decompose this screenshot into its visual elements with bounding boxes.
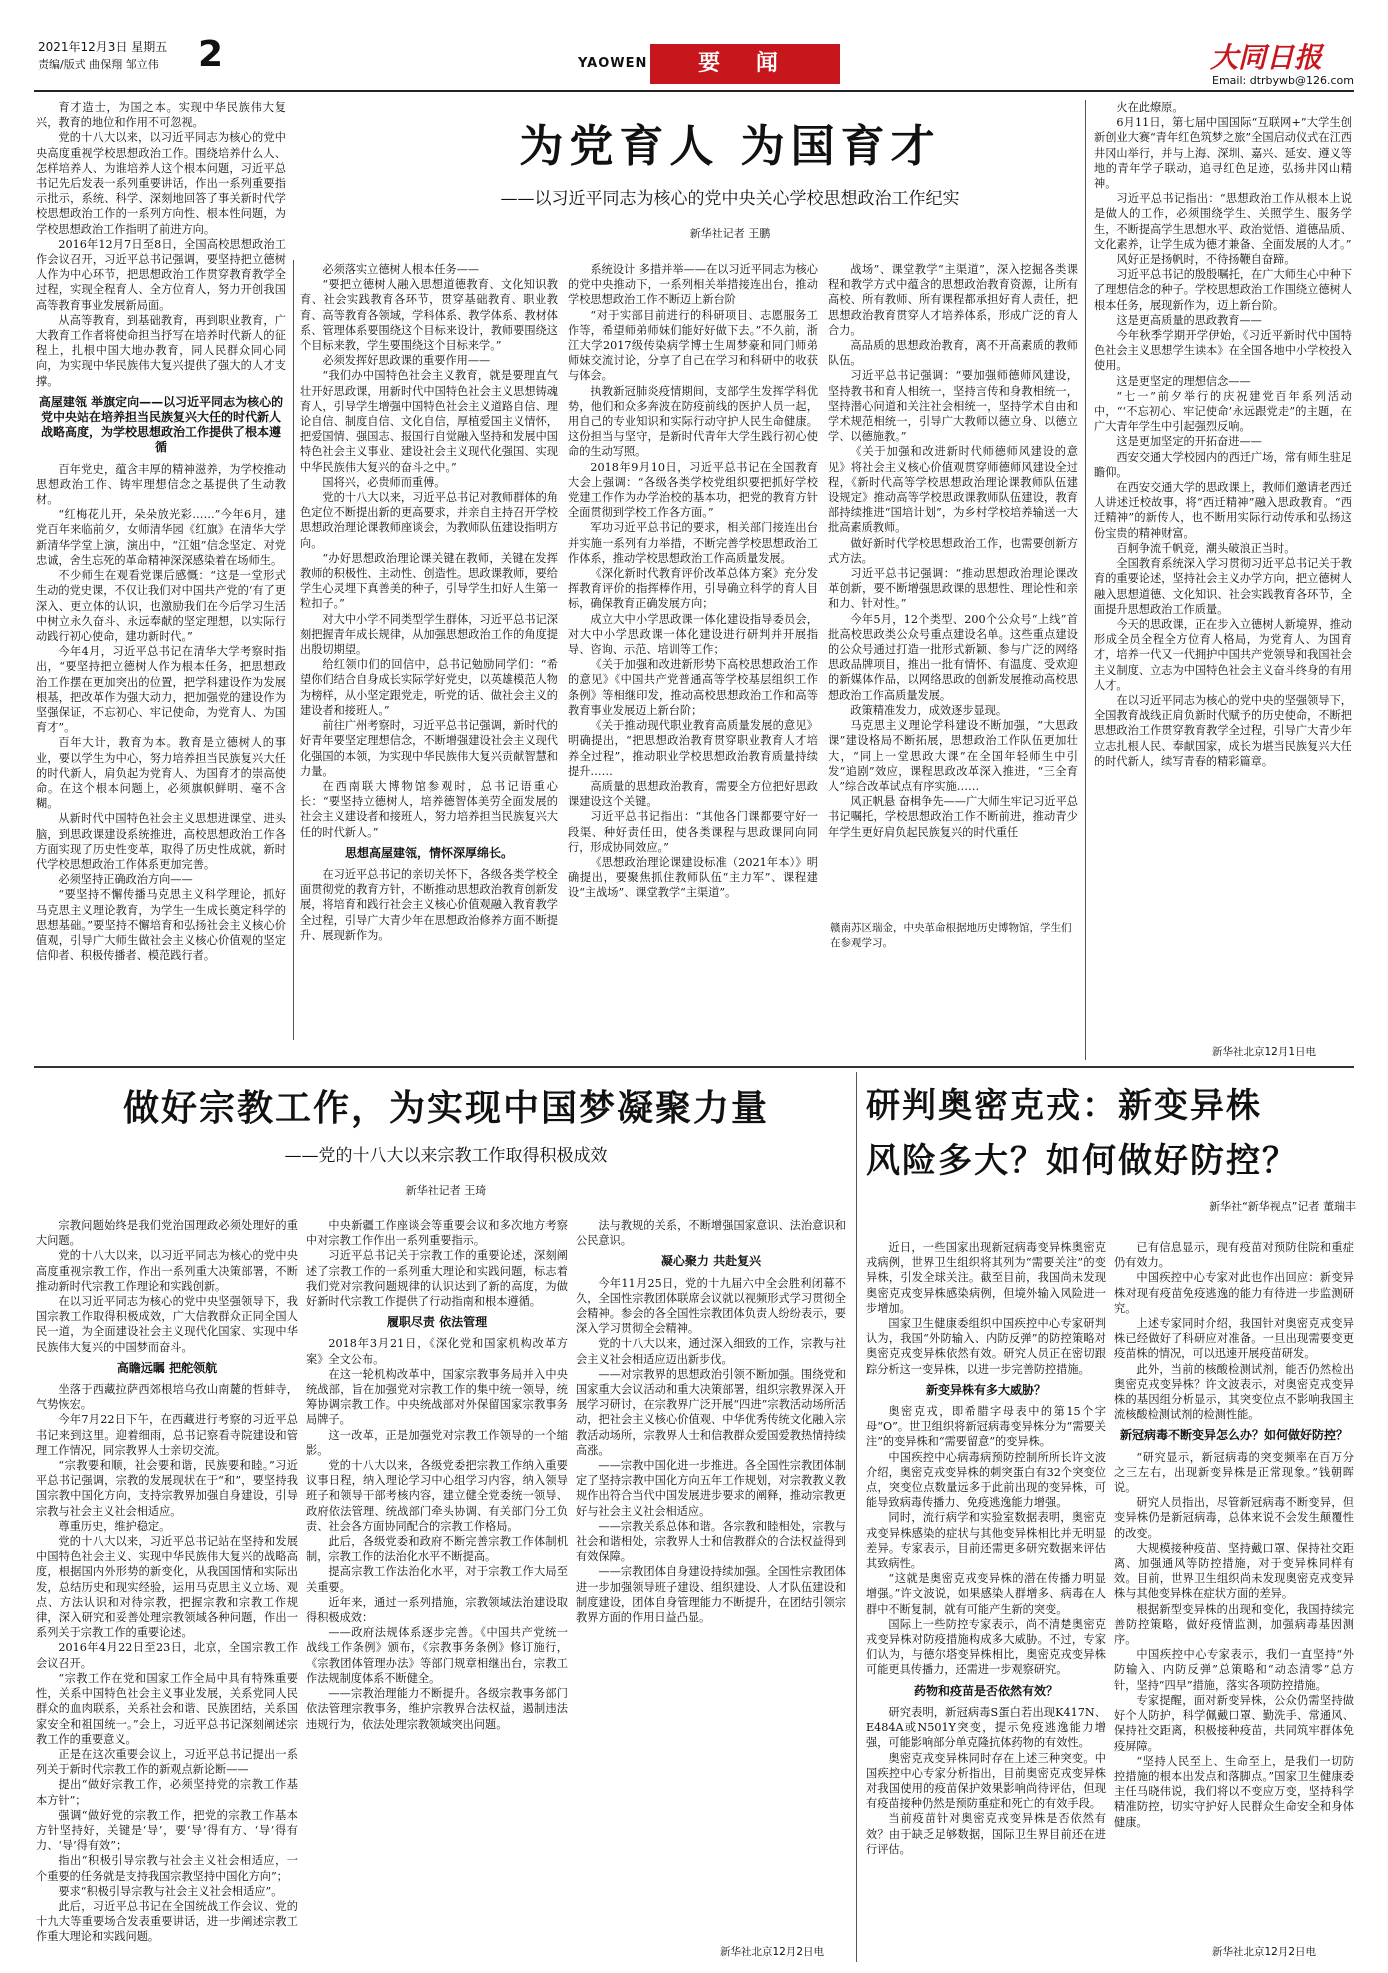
paragraph: “要把立德树人融入思想道德教育、文化知识教育、社会实践教育各环节，贯穿基础教育、职业教育、高等教育各领域，学科体系、教学体系、教材体系、管理体系要围绕这个目标来设计，教师要围绕这个目标来教，学生要围绕这个目标来学。” bbox=[300, 278, 558, 353]
paragraph: 高品质的思想政治教育，离不开高素质的教师队伍。 bbox=[828, 339, 1078, 368]
article1-title: 为党育人 为国育才 bbox=[519, 121, 941, 172]
paragraph: 做好新时代学校思想政治工作，也需要创新方式方法。 bbox=[828, 536, 1078, 565]
paragraph: 大规模接种疫苗、坚持戴口罩、保持社交距离、加强通风等防控措施，对于变异株同样有效。目前，世界卫生组织尚未发现奥密克戎变异株与其他变异株在症状方面的差异。 bbox=[1114, 1541, 1354, 1601]
paragraph: 从高等教育，到基础教育，再到职业教育，广大教育工作者将使命担当抒写在培养时代新人的征程上，扎根中国大地办教育，同人民群众同心同向，为实现中华民族伟大复兴提供了强大的人才支撑。 bbox=[36, 313, 286, 388]
paragraph: 党的十八大以来，以习近平同志为核心的党中央高度重视宗教工作，作出一系列重大决策部署，不断推动新时代宗教工作理论和实践创新。 bbox=[36, 1249, 298, 1293]
paragraph: 今年秋季学期开学伊始，《习近平新时代中国特色社会主义思想学生读本》在全国各地中小学校投入使用。 bbox=[1094, 329, 1352, 373]
paragraph: “办好思想政治理论课关键在教师，关键在发挥教师的积极性、主动性、创造性。思政课教师，要给学生心灵埋下真善美的种子，引导学生扣好人生第一粒扣子。” bbox=[300, 551, 558, 611]
paragraph: 法与教规的关系，不断增强国家意识、法治意识和公民意识。 bbox=[576, 1219, 846, 1248]
article1-sub2: 思想高屋建瓴，情怀深厚绵长。 bbox=[344, 845, 513, 860]
article3-col1c-paras bbox=[866, 1705, 1106, 1857]
article2-col2-paras bbox=[306, 1218, 568, 1309]
paragraph: ——宗教治理能力不断提升。各级宗教事务部门依法管理宗教事务，维护宗教界合法权益，遏制违法违规行为，依法处理宗教领域突出问题。 bbox=[306, 1687, 568, 1731]
article2-col3 bbox=[576, 1218, 846, 1940]
paragraph: 提高宗教工作法治化水平，对于宗教工作大局至关重要。 bbox=[306, 1565, 568, 1594]
article2-col3-paras bbox=[576, 1218, 846, 1248]
paragraph: 2018年3月21日，《深化党和国家机构改革方案》全文公布。 bbox=[306, 1337, 568, 1366]
article2-title: 做好宗教工作，为实现中国梦凝聚力量 bbox=[122, 1088, 769, 1129]
paragraph: ——政府法规体系逐步完善。《中国共产党统一战线工作条例》颁布，《宗教事务条例》修订施行，《宗教团体管理办法》等部门规章相继出台，宗教工作法规制度体系不断健全。 bbox=[306, 1626, 568, 1685]
paragraph: 在以习近平同志为核心的党中央的坚强领导下，全国教育战线正肩负新时代赋予的历史使命，不断把思想政治工作贯穿教育教学全过程，引导广大青少年立志扎根人民、奉献国家，成长为堪当民族复兴大任的时代新人，续写青春的精彩篇章。 bbox=[1094, 693, 1352, 768]
article1-col-left bbox=[36, 100, 286, 1060]
article3-title-line2: 风险多大？如何做好防控？ bbox=[866, 1141, 1298, 1181]
paragraph: 同时，流行病学和实验室数据表明，奥密克戎变异株感染的症状与其他变异株相比并无明显差异。专家表示，目前还需更多研究数据来评估其致病性。 bbox=[866, 1511, 1106, 1571]
paragraph: 必须发挥好思政课的重要作用—— bbox=[322, 354, 491, 368]
masthead-rule bbox=[34, 90, 1354, 92]
paragraph: 此后，习近平总书记在全国统战工作会议、党的十九大等重要场合发表重要讲话，进一步阐述宗教工作重大理论和实践问题。 bbox=[36, 1899, 298, 1944]
article3-credit: 新华社北京12月2日电 bbox=[1212, 1946, 1317, 1958]
paragraph: 坐落于西藏拉萨西郊根培乌孜山南麓的哲蚌寺，气势恢宏。 bbox=[36, 1383, 298, 1412]
article1-col-m1 bbox=[300, 262, 558, 1052]
paragraph: 育才造士，为国之本。实现中华民族伟大复兴，教育的地位和作用不可忽视。 bbox=[36, 101, 286, 130]
paragraph: 西安交通大学校园内的西迁广场，常有师生驻足瞻仰。 bbox=[1094, 450, 1352, 479]
paragraph: ——宗教中国化进一步推进。各全国性宗教团体制定了坚持宗教中国化方向五年工作规划，对宗教教义教规作出符合当代中国发展进步要求的阐释，推动宗教更好与社会主义社会相适应。 bbox=[576, 1459, 846, 1518]
paragraph: 今年5月，12个类型、200个公众号“上线”首批高校思政类公众号重点建设名单。这些重点建设的公众号通过打造一批形式新颖、参与广泛的网络思政品牌项目，推出一批有情怀、有温度、受欢迎的新媒体作品，以网络思政的创新发展推动高校思想政治工作高质量发展。 bbox=[828, 612, 1078, 702]
section-title: 要 闻 bbox=[650, 44, 840, 84]
paragraph: 国将兴，必贵师而重傅。 bbox=[322, 475, 446, 489]
paragraph: “宗教要和顺，社会要和谐，民族要和睦。”习近平总书记强调，宗教的发展现状在于“和”，要坚持我国宗教中国化方向，支持宗教界加强自身建设，引导宗教与社会主义社会相适应。 bbox=[36, 1459, 298, 1518]
paragraph: 这是更坚定的理想信念—— bbox=[1116, 374, 1251, 388]
article3-col1b-paras bbox=[866, 1404, 1106, 1678]
col-divider bbox=[293, 260, 294, 1040]
article3-sub3: 新冠病毒不断变异怎么办？如何做好防控？ bbox=[1119, 1428, 1348, 1443]
paragraph: 提出“做好宗教工作，必须坚持党的宗教工作基本方针”； bbox=[36, 1778, 298, 1807]
paragraph: 在以习近平同志为核心的党中央坚强领导下，我国宗教工作取得积极成效，广大信教群众正同全国人民一道，为全面建设社会主义现代化国家、实现中华民族伟大复兴的中国梦而奋斗。 bbox=[36, 1295, 298, 1354]
paragraph: 中国疾控中心专家表示，我们一直坚持“外防输入、内防反弹”总策略和“动态清零”总方针，坚持“四早”措施，落实各项防控措施。 bbox=[1114, 1648, 1354, 1692]
paragraph: 习近平总书记强调：“推动思想政治理论课改革创新，要不断增强思政课的思想性、理论性和亲和力、针对性。” bbox=[828, 567, 1078, 611]
paragraph: ——对宗教界的思想政治引领不断加强。围绕党和国家重大会议活动和重大决策部署，组织宗教界深入开展学习研讨，在宗教界广泛开展“四进”宗教活动场所活动，把社会主义核心价值观、中华优秀传统文化融入宗教活动场所，宗教界人士和信教群众爱国爱教热情持续高涨。 bbox=[576, 1367, 846, 1457]
paragraph: 研究表明，新冠病毒S蛋白若出现K417N、E484A或N501Y突变，提示免疫逃逸能力增强，可能影响部分单克隆抗体药物的有效性。 bbox=[866, 1705, 1106, 1750]
paragraph: 习近平总书记关于宗教工作的重要论述，深刻阐述了宗教工作的一系列重大理论和实践问题，标志着我们党对宗教问题规律的认识达到了新的高度，为做好新时代宗教工作提供了行动指南和根本遵循。 bbox=[306, 1249, 568, 1309]
article3-headline bbox=[866, 1078, 1356, 1214]
paragraph: 给红领巾们的回信中，总书记勉励同学们：“希望你们结合自身成长实际学好党史，以英雄模范人物为榜样，从小坚定跟党走，听党的话、做社会主义的建设者和接班人。” bbox=[300, 658, 558, 717]
article1-col-m2-paras bbox=[568, 262, 818, 901]
paragraph: ——宗教关系总体和谐。各宗教和睦相处，宗教与社会和谐相处，宗教界人士和信教群众的合法权益得到有效保障。 bbox=[576, 1519, 846, 1564]
paragraph: 习近平总书记的殷殷嘱托，在广大师生心中种下了理想信念的种子。学校思想政治工作围绕立德树人根本任务，展现新作为，迈上新台阶。 bbox=[1094, 268, 1352, 312]
article3-col2-paras bbox=[1114, 1240, 1354, 1422]
paragraph: 上述专家同时介绍，我国针对奥密克戎变异株已经做好了科研应对准备。一旦出现需要变更疫苗株的情况，可以迅速开展疫苗研发。 bbox=[1114, 1317, 1354, 1361]
article1-sub1: 高屋建瓴 举旗定向——以习近平同志为核心的党中央站在培养担当民族复兴大任的时代新人战略高度，为学校思想政治工作提供了根本遵循 bbox=[38, 394, 284, 455]
section-pinyin: YAOWEN bbox=[578, 56, 648, 71]
paragraph: 《关于加强和改进新时代师德师风建设的意见》将社会主义核心价值观贯穿师德师风建设全过程，《新时代高等学校思想政治理论课教师队伍建设规定》推动高等学校思政课教师队伍建设，教育部持续推进“国培计划”，为乡村学校培养输送一大批高素质教师。 bbox=[828, 445, 1078, 535]
paragraph: 战场”、课堂教学“主渠道”，深入挖掘各类课程和教学方式中蕴含的思想政治教育资源，让所有高校、所有教师、所有课程都承担好育人责任，把思想政治教育贯穿人才培养体系，形成广泛的育人合力。 bbox=[828, 263, 1078, 337]
paragraph: “红梅花儿开，朵朵放光彩……”今年6月，建党百年来临前夕，女师清华园《红旗》在清华大学新清华学堂上演，演出中，“江姐”信念坚定、对党忠诚，舍生忘死的革命精神深深感染着在场师生。 bbox=[36, 508, 286, 567]
paragraph: 尊重历史，维护稳定。 bbox=[58, 1519, 171, 1533]
paragraph: 党的十八大以来，习近平总书记站在坚持和发展中国特色社会主义、实现中华民族伟大复兴的战略高度，根据国内外形势的新变化，从我国国情和实际出发，总结历史和现实经验，运用马克思主义立场、观点、方法认识和对待宗教，把握宗教和宗教工作规律，深入研究和妥善处理宗教领域各种问题，作出一系列关于宗教工作的重要论述。 bbox=[36, 1535, 298, 1640]
paragraph: 《思想政治理论课建设标准（2021年本）》明确提出，要聚焦抓住教师队伍“主力军”、课程建设“主战场”、课堂教学“主渠道”。 bbox=[568, 855, 818, 900]
article3-col2b-paras bbox=[1114, 1450, 1354, 1830]
paragraph: 此后，各级党委和政府不断完善宗教工作体制机制，宗教工作的法治化水平不断提高。 bbox=[306, 1535, 568, 1564]
paragraph: “宗教工作在党和国家工作全局中具有特殊重要性，关系中国特色社会主义事业发展，关系党同人民群众的血肉联系，关系社会和谐、民族团结，关系国家安全和祖国统一。”会上，习近平总书记深刻阐述宗教工作的重要意义。 bbox=[36, 1671, 298, 1746]
paragraph: 系统设计 多措并举——在以习近平同志为核心的党中央推动下，一系列相关举措接连出台，推动学校思想政治工作不断迈上新台阶 bbox=[568, 263, 818, 307]
paragraph: 近年来，通过一系列措施，宗教领域法治建设取得积极成效： bbox=[306, 1595, 568, 1625]
paragraph: “坚持人民至上、生命至上，是我们一切防控措施的根本出发点和落脚点。”国家卫生健康委主任马晓伟说，我们将以不变应万变，坚持科学精准防控，切实守护好人民群众生命安全和身体健康。 bbox=[1114, 1754, 1354, 1829]
paragraph: 必须落实立德树人根本任务—— bbox=[322, 263, 480, 276]
article1-headline bbox=[380, 110, 1080, 241]
paragraph: 当前疫苗针对奥密克戎变异株是否依然有效？由于缺乏足够数据，国际卫生界目前还在进行评估。 bbox=[866, 1812, 1106, 1856]
article2-col1 bbox=[36, 1218, 298, 1953]
article2-byline: 新华社记者 王琦 bbox=[405, 1184, 487, 1197]
photo-caption: 赣南苏区瑞金，中央革命根据地历史博物馆，学生们在参观学习。 bbox=[830, 922, 1072, 949]
paragraph: 国际上一些防控专家表示，尚不清楚奥密克戎变异株对防疫措施构成多大威胁。不过，专家们认为，与德尔塔变异株相比，奥密克戎变异株可能更具传播力，还需进一步观察研究。 bbox=[866, 1617, 1106, 1677]
article2-col2 bbox=[306, 1218, 568, 1953]
paragraph: 百年党史，蕴含丰厚的精神滋养，为学校推动思想政治工作、铸牢理想信念之基提供了生动教材。 bbox=[36, 462, 286, 507]
section-rule bbox=[34, 1066, 1354, 1068]
paragraph: 风正帆悬 奋楫争先——广大师生牢记习近平总书记嘱托，学校思想政治工作不断前进，推动青少年学生更好肩负起民族复兴的时代重任 bbox=[828, 795, 1078, 839]
editors-line: 责编/版式 曲保翔 邹立伟 bbox=[38, 58, 159, 71]
col-divider-bottom bbox=[856, 1072, 857, 1962]
article1-col-left-paras bbox=[36, 100, 286, 389]
paragraph: 正是在这次重要会议上，习近平总书记提出一系列关于新时代宗教工作的新观点新论断—— bbox=[36, 1747, 298, 1777]
paragraph: 中国疾控中心专家对此也作出回应：新变异株对现有疫苗免疫逃逸的能力有待进一步监测研究。 bbox=[1114, 1271, 1354, 1315]
article2-col3b-paras bbox=[576, 1276, 846, 1626]
paragraph: 已有信息显示，现有疫苗对预防住院和重症仍有效力。 bbox=[1114, 1241, 1354, 1270]
paragraph: 火在此燎原。 bbox=[1116, 101, 1184, 114]
paragraph: 2016年4月22日至23日，北京，全国宗教工作会议召开。 bbox=[36, 1641, 298, 1670]
paragraph: 必须坚持正确政治方向—— bbox=[58, 873, 193, 887]
paragraph: 习近平总书记指出：“思想政治工作从根本上说是做人的工作，必须围绕学生、关照学生、服务学生，不断提高学生思想水平、政治觉悟、道德品质、文化素养，让学生成为德才兼备、全面发展的人才。” bbox=[1094, 192, 1352, 251]
paragraph: 2016年12月7日至8日，全国高校思想政治工作会议召开，习近平总书记强调，要坚持把立德树人作为中心环节，把思想政治工作贯穿教育教学全过程，实现全程育人、全方位育人，努力开创我国高等教育事业发展新局面。 bbox=[36, 237, 286, 312]
paragraph: 今年4月，习近平总书记在清华大学考察时指出，“要坚持把立德树人作为根本任务，把思想政治工作摆在更加突出的位置，把学科建设作为发展根基，把改革作为强大动力，把加强党的建设作为坚强保证，不忘初心、牢记使命，为党育人、为国育才”。 bbox=[36, 645, 286, 735]
paragraph: 成立大中小学思政课一体化建设指导委员会，对大中小学思政课一体化建设进行研判并开展指导、咨询、示范、培训等工作； bbox=[568, 612, 818, 657]
article3-title-line1: 研判奥密克戎：新变异株 bbox=[866, 1086, 1262, 1126]
paragraph: 专家提醒，面对新变异株，公众仍需坚持做好个人防护，科学佩戴口罩、勤洗手、常通风、保持社交距离，积极接种疫苗，共同筑牢群体免疫屏障。 bbox=[1114, 1693, 1354, 1753]
paragraph: 习近平总书记指出：“其他各门课都要守好一段渠、种好责任田，使各类课程与思政课同向同行，形成协同效应。” bbox=[568, 810, 818, 854]
paragraph: 2018年9月10日，习近平总书记在全国教育大会上强调：“各级各类学校党组织要把抓好学校党建工作作为办学治校的基本功，把党的教育方针全面贯彻到学校工作各方面。” bbox=[568, 460, 818, 520]
article1-col-m1b-paras bbox=[300, 867, 558, 943]
paragraph: 《关于加强和改进新形势下高校思想政治工作的意见》《中国共产党普通高等学校基层组织工作条例》等相继印发，推动高校思想政治工作和高等教育事业发展迈上新台阶； bbox=[568, 658, 818, 717]
paragraph: 在习近平总书记的亲切关怀下，各级各类学校全面贯彻党的教育方针，不断推动思想政治教育创新发展，将培育和践行社会主义核心价值观融入教育教学全过程，引导广大青少年在思想政治修养方面不断提升、展现新作为。 bbox=[300, 867, 558, 942]
paragraph: 奥密克戎变异株同时存在上述三种突变。中国疾控中心专家分析指出，目前奥密克戎变异株对我国使用的疫苗保护效果影响尚待评估，但现有疫苗接种仍然是预防重症和死亡的有效手段。 bbox=[866, 1751, 1106, 1811]
article2-sub2: 履职尽责 依法管理 bbox=[386, 1315, 488, 1330]
paragraph: 军功习近平总书记的要求，相关部门接连出台并实施一系列有力举措，不断完善学校思想政治工作体系，推动学校思想政治工作高质量发展。 bbox=[568, 521, 818, 565]
article2-credit: 新华社北京12月2日电 bbox=[720, 1946, 825, 1958]
paragraph: 对大中小学不同类型学生群体，习近平总书记深刻把握青年成长规律，从加强思想政治工作的角度提出殷切期望。 bbox=[300, 612, 558, 657]
paragraph: 执教新冠肺炎疫情期间，支部学生发挥学科优势，他们和众多奔波在防疫前线的医护人员一起，用自己的专业知识和实际行动守护人民生命健康。这份担当与坚守，是新时代青年大学生践行初心使命的生动写照。 bbox=[568, 384, 818, 459]
paragraph: 在这一轮机构改革中，国家宗教事务局并入中央统战部，旨在加强党对宗教工作的集中统一领导，统筹协调宗教工作。中央统战部对外保留国家宗教事务局牌子。 bbox=[306, 1367, 568, 1427]
paragraph: 百舸争流千帆竞，潮头破浪正当时。 bbox=[1116, 541, 1296, 555]
paragraph: 风好正是扬帆时，不待扬鞭自奋蹄。 bbox=[1116, 253, 1296, 267]
paragraph: “七一”前夕举行的庆祝建党百年系列活动中，“‘不忘初心、牢记使命’永远跟党走”的主题，在广大青年学生中引起强烈反响。 bbox=[1094, 389, 1352, 434]
article2-col1b-paras bbox=[36, 1382, 298, 1945]
article1-col-left2-paras bbox=[36, 462, 286, 964]
article2-subtitle: ——党的十八大以来宗教工作取得积极成效 bbox=[284, 1146, 608, 1166]
issue-date: 2021年12月3日 星期五 bbox=[38, 40, 168, 54]
paragraph: 百年大计，教育为本。教育是立德树人的事业，要以学生为中心，努力培养担当民族复兴大任的时代新人，肩负起为党育人、为国育才的崇高使命。在这个根本问题上，必须旗帜鲜明、毫不含糊。 bbox=[36, 736, 286, 811]
article2-col2b-paras bbox=[306, 1336, 568, 1731]
paragraph: 6月11日，第七届中国国际“互联网+”大学生创新创业大赛“青年红色筑梦之旅”全国启动仪式在江西井冈山举行，并与上海、深圳、嘉兴、延安、遵义等地的青年学子联动，追寻红色足迹，弘扬井冈山精神。 bbox=[1094, 116, 1352, 191]
col-divider-right bbox=[1085, 100, 1086, 1060]
article1-subtitle: ——以习近平同志为核心的党中央关心学校思想政治工作纪实 bbox=[500, 189, 960, 209]
article1-col-m2 bbox=[568, 262, 818, 1052]
article2-sub1: 高瞻远瞩 把舵领航 bbox=[116, 1360, 218, 1375]
paragraph: 此外，当前的核酸检测试剂，能否仍然检出奥密克戎变异株？许文波表示，对奥密克戎变异株的基因组分析显示，其突变位点不影响我国主流核酸检测试剂的检测性能。 bbox=[1114, 1362, 1354, 1422]
article1-byline: 新华社记者 王鹏 bbox=[689, 227, 771, 240]
article1-col-right bbox=[1094, 100, 1352, 1050]
paragraph: 全国教育系统深入学习贯彻习近平总书记关于教育的重要论述，坚持社会主义办学方向，把立德树人融入思想道德、文化知识、社会实践教育各环节，全面提升思想政治工作质量。 bbox=[1094, 557, 1352, 616]
paragraph: 马克思主义理论学科建设不断加强，“大思政课”建设格局不断拓展，思想政治工作队伍更加壮大，“同上一堂思政大课”在全国年轻师生中引发“追剧”效应，课程思政改革深入推进，“三全育人”综合改革试点有序实施…… bbox=[828, 719, 1078, 793]
article1-col-right-paras bbox=[1094, 100, 1352, 769]
paragraph: 根据新型变异株的出现和变化，我国持续完善防控策略，做好疫情监测，加强病毒基因测序。 bbox=[1114, 1602, 1354, 1647]
article2-sub3: 凝心聚力 共赴复兴 bbox=[660, 1254, 762, 1269]
paragraph: “我们办中国特色社会主义教育，就是要理直气壮开好思政课，用新时代中国特色社会主义思想铸魂育人，引导学生增强中国特色社会主义道路自信、理论自信、制度自信、文化自信，厚植爱国主义情怀，把爱国情、强国志、报国行自觉融入坚持和发展中国特色社会主义事业、建设社会主义现代化强国、实现中华民族伟大复兴的奋斗之中。” bbox=[300, 369, 558, 474]
paragraph: 指出“积极引导宗教与社会主义社会相适应，一个重要的任务就是支持我国宗教坚持中国化方向”； bbox=[36, 1854, 298, 1883]
paragraph: 党的十八大以来，习近平总书记对教师群体的角色定位不断提出新的更高要求，并亲自主持召开学校思想政治理论课教师座谈会，为教师队伍建设指明方向。 bbox=[300, 491, 558, 550]
paragraph: 这一改革，正是加强党对宗教工作领导的一个缩影。 bbox=[306, 1428, 568, 1457]
paragraph: 党的十八大以来，各级党委把宗教工作纳入重要议事日程，纳入理论学习中心组学习内容，纳入领导班子和领导干部考核内容，建立健全党委统一领导、政府依法管理、统战部门牵头协调、有关部门分工负责、社会各方面协同配合的宗教工作格局。 bbox=[306, 1459, 568, 1533]
paragraph: 《关于推动现代职业教育高质量发展的意见》明确提出，“把思想政治教育贯穿职业教育人才培养全过程”，推动职业学校思想政治教育质量持续提升…… bbox=[568, 719, 818, 778]
paragraph: 今年7月22日下午，在西藏进行考察的习近平总书记来到这里。迎着细雨，总书记察看寺院建设和管理工作情况，同宗教界人士亲切交流。 bbox=[36, 1413, 298, 1457]
article3-sub1: 新变异株有多大威胁？ bbox=[925, 1382, 1046, 1397]
article2-col1-paras bbox=[36, 1218, 298, 1355]
paragraph: 从新时代中国特色社会主义思想进课堂、进头脑，到思政课建设系统推进，高校思想政治工作各方面实现了历史性变革，取得了历史性成就，新时代学校思想政治工作体系更加完善。 bbox=[36, 812, 286, 871]
article1-col-m3-paras bbox=[828, 262, 1078, 840]
paragraph: 高质量的思想政治教育，需要全方位把好思政课建设这个关键。 bbox=[568, 779, 818, 809]
article3-col1-paras bbox=[866, 1240, 1106, 1377]
paragraph: 奥密克戎，即希腊字母表中的第15个字母“Ο”。世卫组织将新冠病毒变异株分为“需要关注”的变异株和“需要留意”的变异株。 bbox=[866, 1405, 1106, 1449]
paragraph: 党的十八大以来，以习近平同志为核心的党中央高度重视学校思想政治工作。围绕培养什么人、怎样培养人、为谁培养人这个根本问题，习近平总书记先后发表一系列重要讲话，作出一系列重要指示批示，系统、科学、深刻地回答了事关新时代学校思想政治工作的一系列方向性、根本性问题，为学校思想政治工作指明了前进方向。 bbox=[36, 131, 286, 236]
article3-byline: 新华社“新华视点”记者 董瑞丰 bbox=[1209, 1200, 1356, 1213]
paragraph: 政策精准发力，成效逐步显现。 bbox=[850, 703, 1008, 717]
contact-email: Email: dtrbywb@126.com bbox=[1212, 74, 1354, 87]
paragraph: 近日，一些国家出现新冠病毒变异株奥密克戎病例，世界卫生组织将其列为“需要关注”的变异株，引发全球关注。截至目前，我国尚未发现奥密克戎变异株感染病例，但境外输入风险进一步增加。 bbox=[866, 1241, 1106, 1315]
paragraph: 这是更加坚定的开拓奋进—— bbox=[1116, 435, 1262, 449]
page-number: 2 bbox=[198, 34, 224, 75]
paragraph: ——宗教团体自身建设持续加强。全国性宗教团体进一步加强领导班子建设、组织建设、人才队伍建设和制度建设，团体自身管理能力不断提升，在团结引领宗教界方面的作用日益凸显。 bbox=[576, 1565, 846, 1625]
article1-col-m3 bbox=[828, 262, 1078, 922]
paragraph: 不少师生在观看党课后感慨：“这是一堂形式生动的党史课，不仅让我们对中国共产党的‘有了更深入、更立体的认识，也激励我们在今后学习生活中树立永久奋斗、永远奉献的坚定理想，以实际行动践行初心使命，建功新时代。” bbox=[36, 569, 286, 643]
paragraph: 习近平总书记强调：“要加强师德师风建设，坚持教书和育人相统一，坚持言传和身教相统一，坚持潜心问道和关注社会相统一，坚持学术自由和学术规范相统一，引导广大教师以德立身、以德立学、以德施教。” bbox=[828, 369, 1078, 444]
paragraph: “研究显示，新冠病毒的突变频率在百万分之三左右，出现新变异株是正常现象。”钱朝晖说。 bbox=[1114, 1450, 1354, 1495]
paragraph: 宗教问题始终是我们党治国理政必须处理好的重大问题。 bbox=[36, 1219, 298, 1248]
paragraph: “这就是奥密克戎变异株的潜在传播力明显增强。”许文波说，如果感染人群增多、病毒在人群中不断复制，就有可能产生新的突变。 bbox=[866, 1572, 1106, 1616]
paragraph: 党的十八大以来，通过深入细致的工作，宗教与社会主义社会相适应迈出新步伐。 bbox=[576, 1337, 846, 1366]
paragraph: 今年11月25日，党的十九届六中全会胜利闭幕不久，全国性宗教团体联席会议就以视频形式学习贯彻全会精神。参会的各全国性宗教团体负责人纷纷表示，要深入学习贯彻全会精神。 bbox=[576, 1276, 846, 1336]
paragraph: 《深化新时代教育评价改革总体方案》充分发挥教育评价的指挥棒作用，引导确立科学的育人目标，确保教育正确发展方向； bbox=[568, 567, 818, 611]
paragraph: 研究人员指出，尽管新冠病毒不断变异，但变异株仍是新冠病毒，总体来说不会发生颠覆性的改变。 bbox=[1114, 1496, 1354, 1540]
article2-headline bbox=[36, 1080, 856, 1198]
paragraph: 国家卫生健康委组织中国疾控中心专家研判认为，我国“外防输入、内防反弹”的防控策略对奥密克戎变异株依然有效。研究人员正在密切跟踪分析这一变异株，以进一步完善防控措施。 bbox=[866, 1317, 1106, 1376]
paragraph: “对于实部目前进行的科研项目、志愿服务工作等，希望师弟师妹们能好好做下去。”不久前，浙江大学2017级传染病学博士生周梦豪和同门师弟师妹交流讨论，分享了自己在学习和科研中的收获与体会。 bbox=[568, 308, 818, 383]
paragraph: 在西南联大博物馆参观时，总书记语重心长：“要坚持立德树人，培养德智体美劳全面发展的社会主义建设者和接班人，努力培养担当民族复兴大任的时代新人。” bbox=[300, 779, 558, 839]
paragraph: 要求“积极引导宗教与社会主义社会相适应”。 bbox=[58, 1884, 283, 1898]
paragraph: 在西安交通大学的思政课上，教师们邀请老西迁人讲述迁校故事，将“西迁精神”融入思政教育。“西迁精神”的新传人，也不断用实际行动传承和弘扬这份宝贵的精神财富。 bbox=[1094, 481, 1352, 540]
masthead bbox=[0, 0, 1388, 92]
paragraph: 前往广州考察时，习近平总书记强调，新时代的好青年要坚定理想信念，不断增强建设社会主义现代化强国的本领，为实现中华民族伟大复兴贡献智慧和力量。 bbox=[300, 719, 558, 778]
paragraph: “要坚持不懈传播马克思主义科学理论，抓好马克思主义理论教育，为学生一生成长奠定科学的思想基础。”要坚持不懈培育和弘扬社会主义核心价值观，引导广大师生做社会主义核心价值观的坚定信仰者、积极传播者、模范践行者。 bbox=[36, 888, 286, 963]
paragraph: 中央新疆工作座谈会等重要会议和多次地方考察中对宗教工作作出一系列重要指示。 bbox=[306, 1219, 568, 1248]
paragraph: 今天的思政课，正在步入立德树人新境界，推动形成全员全程全方位育人格局，为党育人、为国育才，培养一代又一代拥护中国共产党领导和我国社会主义制度、立志为中国特色社会主义奋斗终身的有用人才。 bbox=[1094, 617, 1352, 692]
article1-credit: 新华社北京12月1日电 bbox=[1212, 1046, 1317, 1058]
article3-col2 bbox=[1114, 1240, 1354, 1940]
paragraph: 这是更高质量的思政教育—— bbox=[1116, 313, 1262, 327]
article3-col1 bbox=[866, 1240, 1106, 1955]
newspaper-logo: 大同日报 bbox=[1210, 41, 1323, 74]
paragraph: 强调“做好党的宗教工作，把党的宗教工作基本方针坚持好，关键是‘导’，要‘导’得有方、‘导’得有力、‘导’得有效”； bbox=[36, 1808, 298, 1853]
article3-sub2: 药物和疫苗是否依然有效？ bbox=[913, 1683, 1058, 1698]
article1-col-m1-paras bbox=[300, 262, 558, 840]
paragraph: 中国疾控中心病毒病预防控制所所长许文波介绍，奥密克戎变异株的刺突蛋白有32个突变位点，突变位点数量远多于此前出现的变异株，可能导致病毒传播力、免疫逃逸能力增强。 bbox=[866, 1450, 1106, 1510]
